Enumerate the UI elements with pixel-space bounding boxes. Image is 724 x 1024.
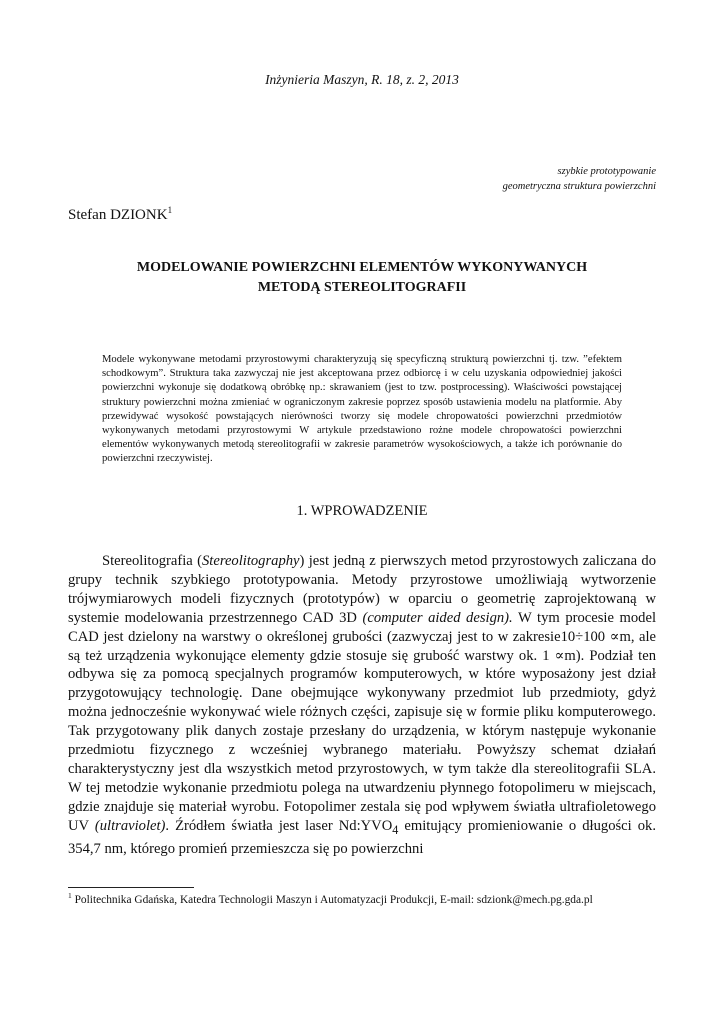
keyword: szybkie prototypowanie bbox=[557, 166, 656, 177]
paragraph bbox=[68, 552, 656, 858]
title-line: METODĄ STEREOLITOGRAFII bbox=[257, 280, 467, 295]
author-name: Stefan DZIONK bbox=[68, 207, 168, 223]
footnote bbox=[68, 891, 668, 906]
text-run: ) jest jedną z pierwszych metod przyrostowych zaliczana do grupy technik szybkiego prototypowania. Metody przyrostowe umożliwiają wytworzenie trójwymiarowych modeli fizycznych (prototypów) w oparciu o geometrię zaprojektowaną w systemie modelowania przestrzennego CAD 3D bbox=[68, 553, 657, 626]
body-text bbox=[68, 552, 656, 858]
author-footnote-mark: 1 bbox=[167, 205, 173, 215]
text-run: . Źródłem światła jest laser Nd:YVO bbox=[165, 817, 393, 834]
text-run-italic: (ultraviolet) bbox=[94, 817, 166, 834]
title-line: MODELOWANIE POWIERZCHNI ELEMENTÓW WYKONYWANYCH bbox=[136, 260, 588, 275]
author bbox=[68, 205, 172, 224]
footnote-mark: 1 bbox=[68, 891, 72, 900]
footnote-divider bbox=[68, 887, 194, 888]
abstract: Modele wykonywane metodami przyrostowymi charakteryzują się specyficzną strukturą powierzchni tj. tzw. ”efektem schodkowym”. Struktura taka zazwyczaj nie jest akceptowana przez odbiorcę i w celu uzyskania odpowiedniej jakości powierzchni wykonuje się dodatkową obróbkę np.: skrawaniem (jest to tzw. postprocessing). Właściwości powstającej struktury powierzchni można zmieniać w ograniczonym zakresie poprzez sposób ustawienia modelu na platformie. Aby przewidywać wysokość powstających nierówności tworzy się modele chropowatości powierzchni przedmiotów wykonywanych metodami przyrostowymi W artykule przedstawiono rożne modele chropowatości powierzchni elementów wykonywanych metodą stereolitografii w zakresie parametrów wysokościowych, a także ich porównanie do powierzchni rzeczywistej. bbox=[102, 354, 622, 465]
subscript: 4 bbox=[392, 822, 399, 837]
text-run: emitujący promieniowanie o długości ok. 354,7 nm, którego promień przemieszcza się po powierzchni bbox=[68, 817, 656, 857]
keyword: geometryczna struktura powierzchni bbox=[502, 181, 656, 192]
keywords bbox=[503, 164, 656, 194]
text-run-italic: Stereolitography bbox=[201, 553, 300, 569]
paper-title bbox=[68, 258, 656, 298]
text-run: Stereolitografia ( bbox=[102, 553, 202, 569]
footnote-text: Politechnika Gdańska, Katedra Technologii Maszyn i Automatyzacji Produkcji, E-mail: sdzionk@mech.pg.gda.pl bbox=[71, 893, 593, 906]
text-run: W tym procesie model CAD jest dzielony na warstwy o określonej grubości (zazwyczaj jest to w zakresie10÷100 ∝m, ale są też urządzenia wykonujące elementy gdzie stosuje się grubość warstwy ok. 1 ∝m). Podział ten odbywa się za pomocą specjalnych programów komputerowych, w które wyposażony jest dział przygotowujący technologię. Dane obejmujące wykonywany przedmiot lub przedmioty, gdyż można jednocześnie wykonywać wiele różnych części, zapisuje się w formie pliku komputerowego. Tak przygotowany plik danych zostaje przesłany do urządzenia, w którym następuje wykonanie przedmiotu fizycznego z wcześniej wybranego materiału. Powyższy schemat działań charakterystyczny jest dla wszystkich metod przyrostowych, w tym także dla stereolitografii SLA. W tej metodzie wykonanie przedmiotu polega na utwardzeniu płynnego fotopolimeru w miejscach, gdzie znajduje się materiał wyrobu. Fotopolimer zestala się pod wpływem światła ultrafioletowego UV bbox=[68, 609, 656, 834]
section-heading: 1. WPROWADZENIE bbox=[296, 503, 428, 519]
journal-header: Inżynieria Maszyn, R. 18, z. 2, 2013 bbox=[265, 72, 459, 87]
text-run-italic: (computer aided design). bbox=[362, 609, 513, 626]
